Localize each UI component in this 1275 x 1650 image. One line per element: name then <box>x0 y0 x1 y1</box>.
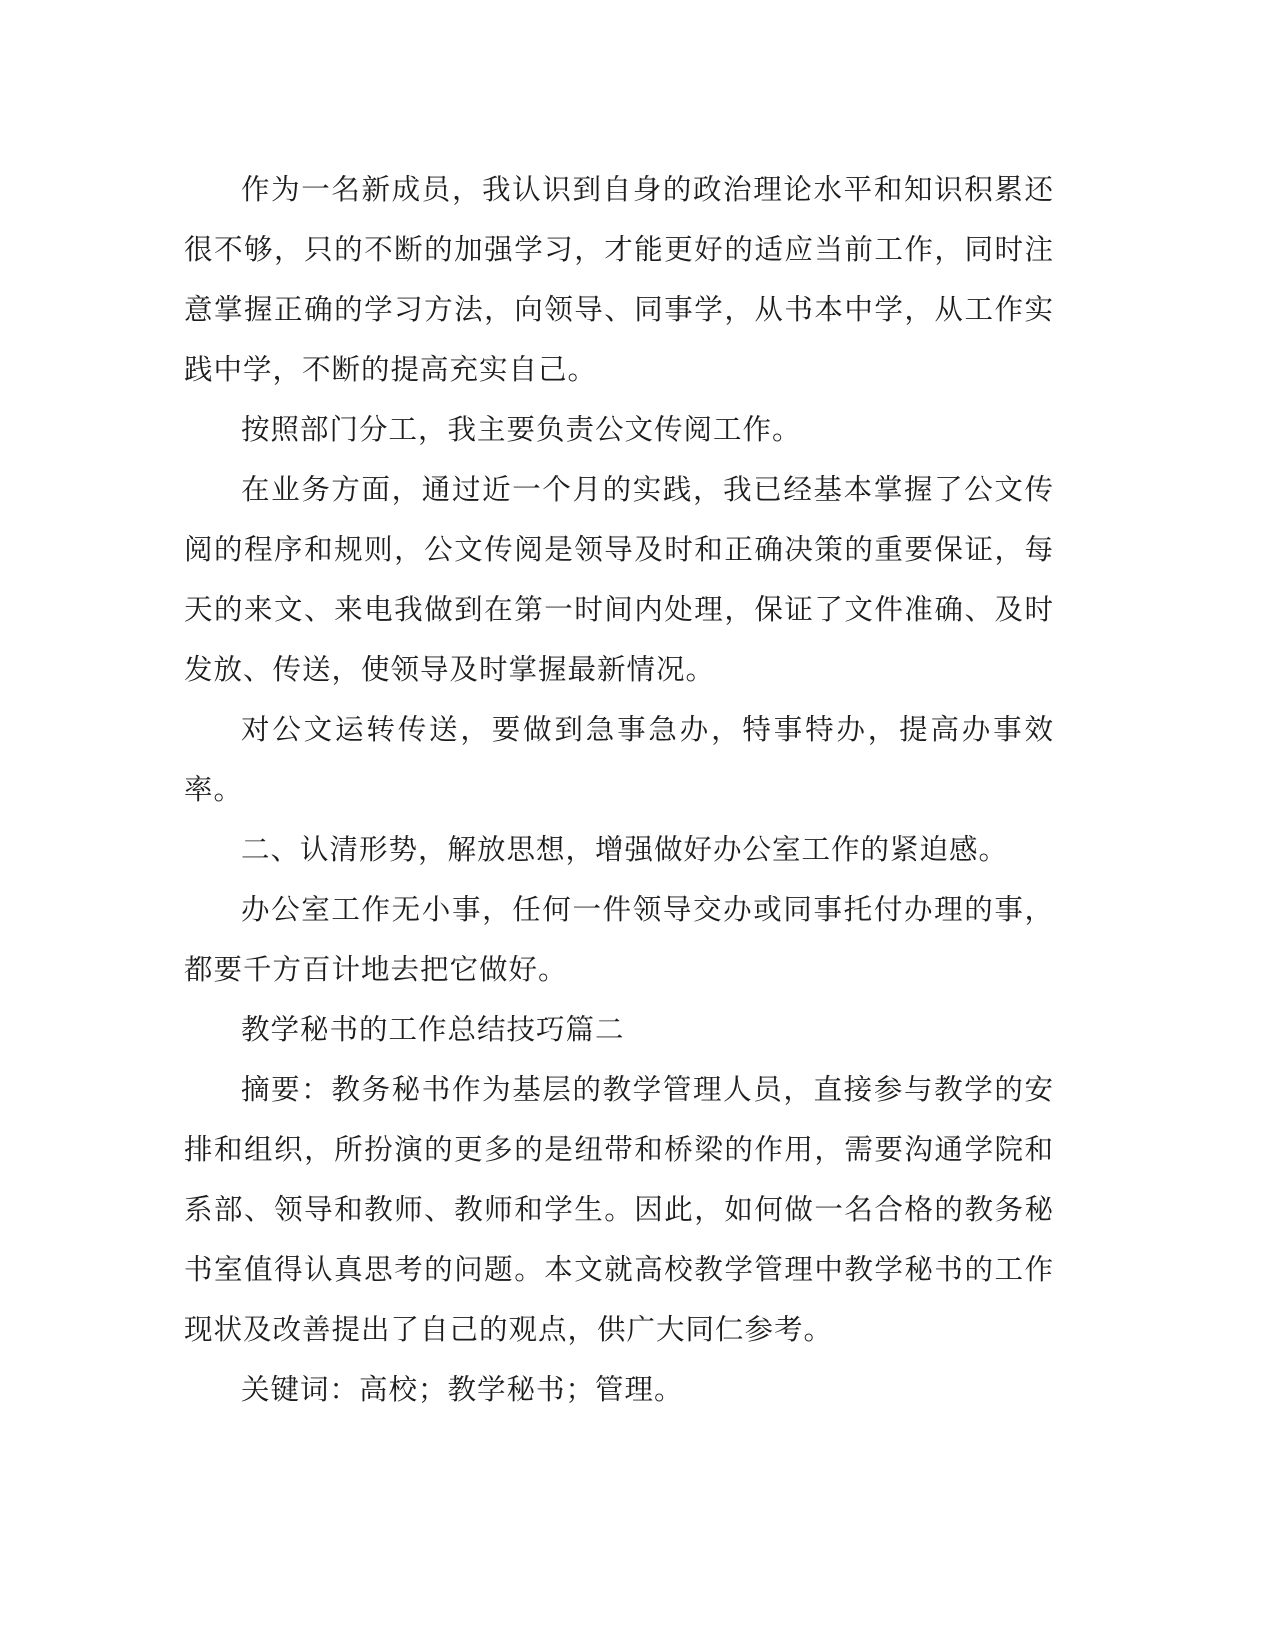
paragraph-keywords: 关键词：高校；教学秘书；管理。 <box>241 1373 684 1406</box>
paragraph-business: 在业务方面，通过近一个月的实践，我已经基本掌握了公文传阅的程序和规则，公文传阅是领导及时和正确决策的重要保证，每天的来文、来电我做到在第一时间内处理，保证了文件准确、及时发放、传送，使领导及时掌握最新情况。 <box>184 473 1054 686</box>
section-heading-two: 二、认清形势，解放思想，增强做好办公室工作的紧迫感。 <box>241 833 1009 866</box>
paragraph-efficiency: 对公文运转传送，要做到急事急办，特事特办，提高办事效率。 <box>184 713 1054 806</box>
article-title-part-two: 教学秘书的工作总结技巧篇二 <box>241 1013 625 1046</box>
document-body <box>184 160 1054 1420</box>
paragraph-self-study: 作为一名新成员，我认识到自身的政治理论水平和知识积累还很不够，只的不断的加强学习，才能更好的适应当前工作，同时注意掌握正确的学习方法，向领导、同事学，从书本中学，从工作实践中学，不断的提高充实自己。 <box>184 173 1054 386</box>
paragraph-office-work: 办公室工作无小事，任何一件领导交办或同事托付办理的事，都要千方百计地去把它做好。 <box>184 893 1054 986</box>
paragraph-abstract: 摘要：教务秘书作为基层的教学管理人员，直接参与教学的安排和组织，所扮演的更多的是纽带和桥梁的作用，需要沟通学院和系部、领导和教师、教师和学生。因此，如何做一名合格的教务秘书室值得认真思考的问题。本文就高校教学管理中教学秘书的工作现状及改善提出了自己的观点，供广大同仁参考。 <box>184 1073 1054 1346</box>
paragraph-division-of-labor: 按照部门分工，我主要负责公文传阅工作。 <box>241 413 802 446</box>
